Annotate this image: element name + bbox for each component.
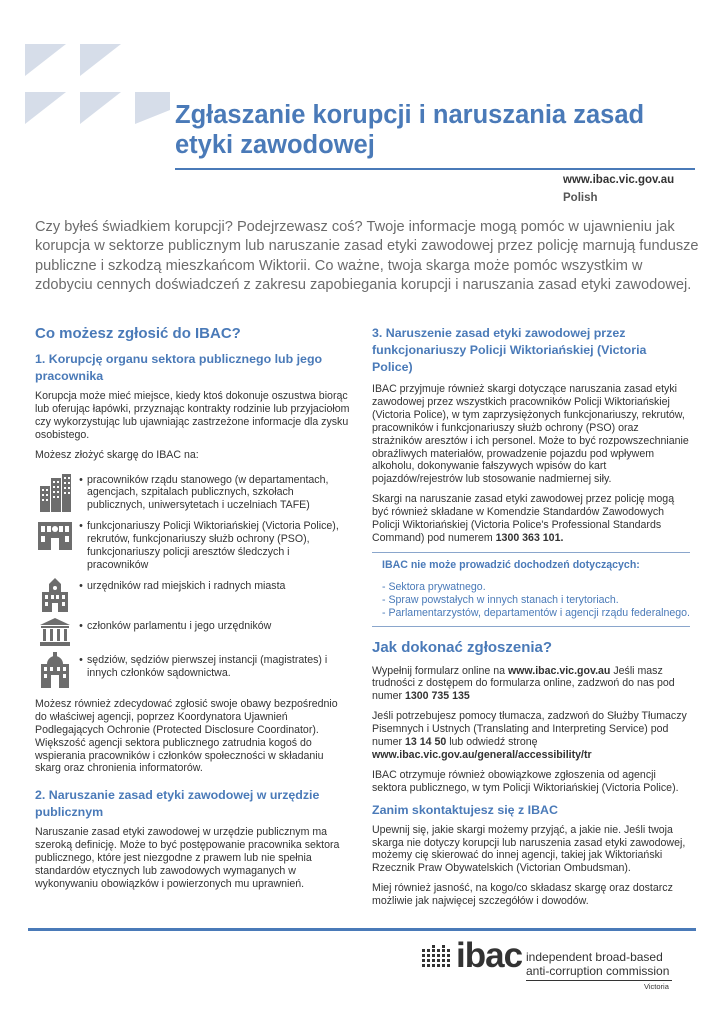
list-item: • członków parlamentu i jego urzędników [35,618,350,646]
before-contact-heading: Zanim skontaktujesz się z IBAC [372,802,558,817]
section-2-title: 2. Naruszanie zasad etyki zawodowej w urzędzie publicznym [35,788,320,820]
corner-decoration [0,40,170,150]
exclusions-heading: IBAC nie może prowadzić dochodzeń dotyczących: [382,558,640,571]
what-to-report-heading: Co możesz zgłosić do IBAC? [35,325,241,342]
complaint-targets-intro: Możesz złożyć skargę do IBAC na: [35,448,199,461]
title-divider [175,168,695,170]
logo-divider [526,980,672,981]
ibac-dot-grid-icon [422,945,452,971]
list-item: • sędziów, sędziów pierwszej instancji (magistrates) i innych członków sądownictwa. [35,652,350,688]
how-to-report-heading: Jak dokonać zgłoszenia? [372,638,553,656]
list-item: • urzędników rad miejskich i radnych miasta [35,578,350,612]
list-item-text: sędziów, sędziów pierwszej instancji (magistrates) i innych członków sądownictwa. [87,653,328,679]
police-station-icon [37,518,73,550]
exclusion-item: - Parlamentarzystów, departamentów i agencji rządu federalnego. [382,606,690,619]
intro-paragraph: Czy byłeś świadkiem korupcji? Podejrzewasz coś? Twoje informacje mogą pomóc w ujawnieniu jak korupcja w sektorze publicznym lub naruszanie zasad etyki zawodowej przez policję marnują fundusze publiczne i szkodzą mieszkańcom Wiktorii. Co ważne, twoja skarga może pomóc wszystkim w zdobyciu cennych doświadczeń z zakresu zapobiegania korupcji i naruszania zasad etyki zawodowej. [35,219,699,294]
before-contact-paragraph: Upewnij się, jakie skargi możemy przyjąć, a jakie nie. Jeśli twoja skarga nie dotyczy korupcji lub naruszenia zasad etyki zawodowej, możemy cię skierować do innej agencji, takiej jak Wiktoriański Rzecznik Praw Obywatelskich (Victorian Ombudsman). [372,823,686,875]
section-1-paragraph: Korupcja może mieć miejsce, kiedy ktoś dokonuje oszustwa biorąc lub oferując łapówki, przyznając kontrakty rodzinie lub przyjaciołom czy wykorzystując lub ujawniając zastrzeżone informacje dla zysku osobistego. [35,390,350,441]
parliament-icon [39,618,71,646]
courthouse-icon [38,652,72,688]
how-to-report-paragraph: Wypełnij formularz online na www.ibac.vic.gov.au Jeśli masz trudności z dostępem do formularza online, zadzwoń do nas pod numer 1300 735 135 [372,664,675,703]
website-url[interactable]: www.ibac.vic.gov.au [563,174,675,186]
right-column [372,325,690,915]
logo-wordmark: ibac [456,936,523,975]
section-3-paragraph: IBAC przyjmuje również skargi dotyczące naruszania zasad etyki zawodowej przez wszystkich pracowników Policji Wiktoriańskiej (Victoria Police), w tym zaprzysiężonych funkcjonariuszy, rekrutów, pracowników i funkcjonariuszy służb ochrony (PSO) oraz strażników aresztów i ich personel. Może to być rozpowszechnianie obraźliwych materiałów, prowadzenie pojazdu pod wpływem alkoholu, dokonywanie fałszywych wpisów do kart pojazdów/rejestrów lub stosowanie nadmiernej siły. [372,383,689,486]
section-3-contact-paragraph: Skargi na naruszanie zasad etyki zawodowej przez policję mogą być również składane w Komendzie Standardów Zawodowych Policji Wiktoriańskiej (Victoria Police's Professional Standards Command) pod numerem 1300 363 101. [372,493,675,544]
page-title: Zgłaszanie korupcji i naruszania zasad etyki zawodowej [175,101,645,159]
office-buildings-icon [38,472,72,512]
police-standards-phone[interactable]: 1300 363 101. [495,531,564,544]
town-hall-icon [40,578,70,612]
list-item-text: członków parlamentu i jego urzędników [87,619,272,632]
interpreter-phone[interactable]: 13 14 50 [404,736,447,749]
list-item-text: urzędników rad miejskich i radnych miasta [87,579,286,592]
logo-state: Victoria [644,982,669,991]
language-label: Polish [563,192,598,204]
exclusions-box [372,552,690,627]
list-item: • funkcjonariuszy Policji Wiktoriańskiej (Victoria Police), rekrutów, funkcjonariuszy służb ochrony (PSO), funkcjonariuszy policji aresztów śledczych i pracowników [35,518,350,572]
list-item-text: pracowników rządu stanowego (w departamentach, agencjach, szpitalach publicznych, szkołach publicznych, uniwersytetach i uczelniach TAFE) [87,473,329,512]
footer-divider [28,928,696,931]
accessibility-link[interactable]: www.ibac.vic.gov.au/general/accessibility/tr [372,748,592,761]
section-1-closing-paragraph: Możesz również zdecydować zgłosić swoje obawy bezpośrednio do właściwej agencji, poprzez Koordynatora Ujawnień Podlegających Ochronie (Protected Disclosure Coordinator). Większość agencji sektora publicznego zatrudnia kogoś do wspierania pracowników i członków społeczności w składaniu skarg oraz chronienia informatorów. [35,697,338,775]
online-form-link[interactable]: www.ibac.vic.gov.au [507,664,611,677]
section-1-title: 1. Korupcję organu sektora publicznego lub jego pracownika [35,352,323,383]
left-column [35,325,350,898]
interpreter-paragraph: Jeśli potrzebujesz pomocy tłumacza, zadzwoń do Służby Tłumaczy Pisemnych i Ustnych (Translating and Interpreting Service) pod numer 13 14 50 lub odwiedź stronę www.ibac.vic.gov.au/general/accessibility/tr [372,710,687,761]
list-item-text: funkcjonariuszy Policji Wiktoriańskiej (Victoria Police), rekrutów, funkcjonariuszy służb ochrony (PSO), funkcjonariuszy policji aresztów śledczych i pracowników [87,520,339,571]
ibac-phone[interactable]: 1300 735 135 [404,690,470,703]
section-3-title: 3. Naruszenie zasad etyki zawodowej przez funkcjonariuszy Policji Wiktoriańskiej (Victoria Police) [372,326,647,374]
logo-tagline: independent broad-based anti-corruption commission [526,950,670,978]
list-item: • pracowników rządu stanowego (w departamentach, agencjach, szpitalach publicznych, szkołach publicznych, uniwersytetach i uczelniach TAFE) [35,472,350,513]
exclusion-item: - Sektora prywatnego. [382,580,486,593]
exclusion-item: - Spraw powstałych w innych stanach i terytoriach. [382,593,619,606]
section-2-paragraph: Naruszanie zasad etyki zawodowej w urzędzie publicznym ma szeroką definicję. Może to być postępowanie pracownika sektora publicznego, które jest niezgodne z prawem lub nie spełnia standardów etycznych lub zawodowych wymaganych w wykonywaniu obowiązków i powierzonych mu uprawnień. [35,826,340,890]
details-paragraph: Miej również jasność, na kogo/co składasz skargę oraz dostarcz możliwie jak najwięcej szczegółów i dowodów. [372,882,673,908]
ibac-logo [422,936,682,997]
mandatory-notifications-paragraph: IBAC otrzymuje również obowiązkowe zgłoszenia od agencji sektora publicznego, w tym Policji Wiktoriańskiej (Victoria Police). [372,768,679,794]
